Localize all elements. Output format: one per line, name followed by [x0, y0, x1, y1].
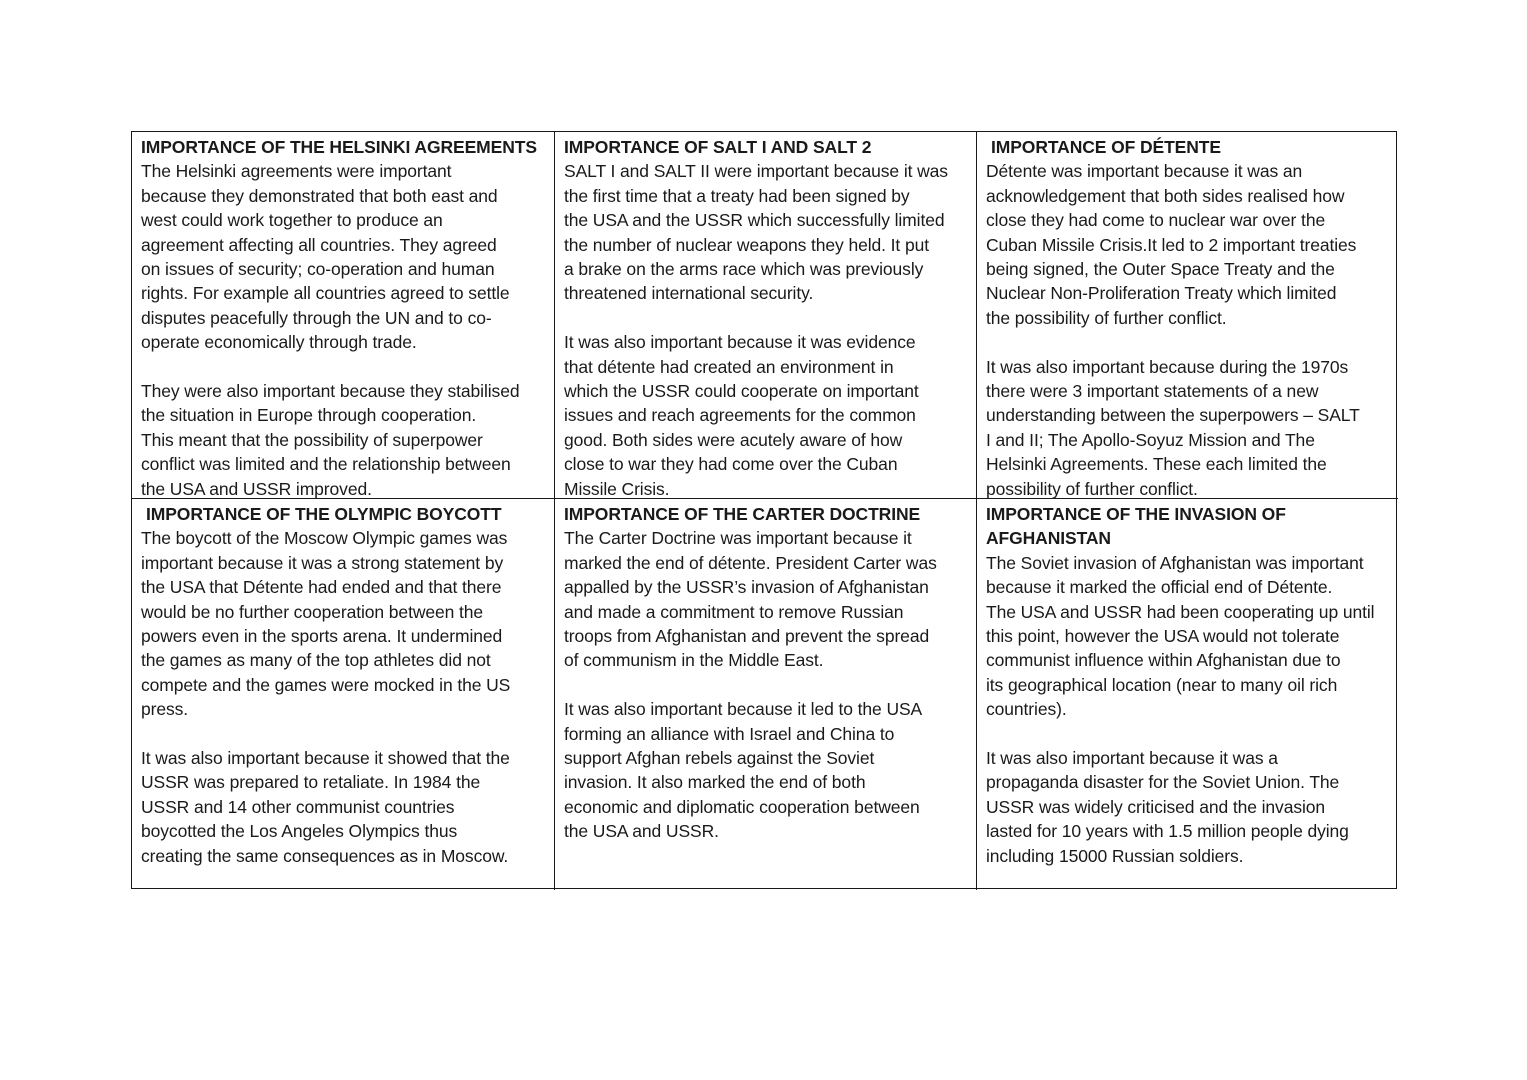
- cell-paragraph: It was also important because it led to the USA forming an alliance with Israel and China to support Afghan rebels against the Soviet invasion. It also marked the end of both economic and diplomatic cooperation between the USA and USSR.: [564, 699, 923, 842]
- cell-detente: [976, 132, 1398, 498]
- cell-heading: IMPORTANCE OF THE HELSINKI AGREEMENTS: [141, 137, 537, 157]
- cell-paragraph: The Carter Doctrine was important because it marked the end of détente. President Carter was appalled by the USSR’s invasion of Afghanistan and made a commitment to remove Russian troops from Afghanistan and prevent the spread of communism in the Middle East.: [564, 528, 937, 671]
- cell-olympic-boycott: [132, 498, 554, 890]
- cell-paragraph: The Soviet invasion of Afghanistan was important because it marked the official end of Détente. The USA and USSR had been cooperating up until this point, however the USA would not tolerate communist influence within Afghanistan due to its geographical location (near to many oil rich countries).: [986, 552, 1375, 720]
- cell-paragraph: Détente was important because it was an acknowledgement that both sides realised how close they had come to nuclear war over the Cuban Missile Crisis.It led to 2 important treaties being signed, the Outer Space Treaty and the Nuclear Non-Proliferation Treaty which limited the possibility of further conflict.: [986, 161, 1357, 328]
- cell-paragraph: SALT I and SALT II were important because it was the first time that a treaty had been signed by the USA and the USSR which successfully limited the number of nuclear weapons they held. It put a brake on the arms race which was previously threatened international security.: [564, 161, 948, 304]
- cell-paragraph: The boycott of the Moscow Olympic games was important because it was a strong statement by the USA that Détente had ended and that there would be no further cooperation between the powers even in the sports arena. It undermined the games as many of the top athletes did not compete and the games were mocked in the US press.: [141, 528, 511, 720]
- cell-paragraph: It was also important because during the 1970s there were 3 important statements of a new understanding between the superpowers – SALT I and II; The Apollo-Soyuz Mission and The Helsinki Agreements. These each limited the possibility of further conflict.: [986, 356, 1360, 498]
- cell-heading: IMPORTANCE OF THE OLYMPIC BOYCOTT: [146, 504, 502, 524]
- cell-paragraph: It was also important because it was evidence that détente had created an environment in which the USSR could cooperate on important issues and reach agreements for the common good. Both sides were acutely aware of how close to war they had come over the Cuban Missile Crisis.: [564, 332, 919, 498]
- cell-heading: IMPORTANCE OF THE INVASION OF AFGHANISTAN: [986, 504, 1286, 549]
- cell-heading: IMPORTANCE OF DÉTENTE: [991, 137, 1221, 157]
- cell-carter-doctrine: [554, 498, 976, 890]
- cell-paragraph: It was also important because it showed that the USSR was prepared to retaliate. In 1984 the USSR and 14 other communist countries boycotted the Los Angeles Olympics thus creating the same consequences as in Moscow.: [141, 748, 510, 866]
- cell-paragraph: The Helsinki agreements were important because they demonstrated that both east and west could work together to produce an agreement affecting all countries. They agreed on issues of security; co-operation and human rights. For example all countries agreed to settle disputes peacefully through the UN and to co- operate economically through trade.: [141, 161, 510, 353]
- cell-paragraph: It was also important because it was a propaganda disaster for the Soviet Union. The USSR was widely criticised and the invasion lasted for 10 years with 1.5 million people dying including 15000 Russian soldiers.: [986, 748, 1349, 866]
- importance-table: [131, 131, 1397, 889]
- cell-heading: IMPORTANCE OF SALT I AND SALT 2: [564, 137, 872, 157]
- cell-invasion-of-afghanistan: [976, 498, 1398, 890]
- cell-heading: IMPORTANCE OF THE CARTER DOCTRINE: [564, 504, 921, 524]
- cell-salt-treaties: [554, 132, 976, 498]
- cell-helsinki-agreements: [132, 132, 554, 498]
- cell-paragraph: They were also important because they stabilised the situation in Europe through cooperation. This meant that the possibility of superpower conflict was limited and the relationship between the USA and USSR improved.: [141, 381, 520, 498]
